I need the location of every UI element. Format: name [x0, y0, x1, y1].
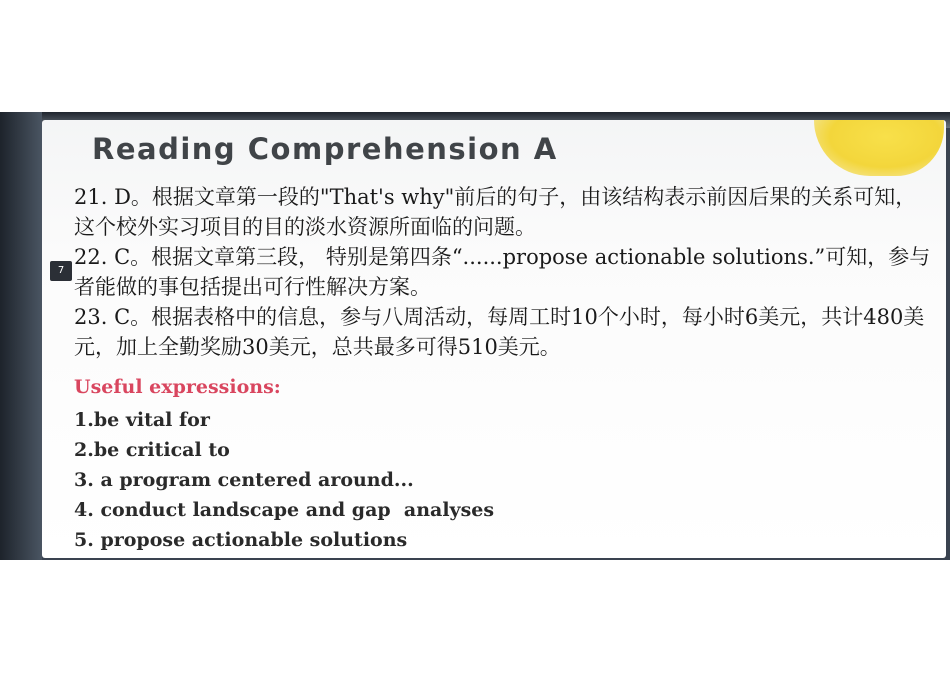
frame-left-edge: [0, 112, 42, 560]
page-number-badge: 7: [50, 261, 72, 281]
expression-item: 3. a program centered around...: [74, 469, 414, 491]
answer-23: 23. C。根据表格中的信息，参与八周活动，每周工时10个小时，每小时6美元，共计480美元，加上全勤奖励30美元，总共最多可得510美元。: [74, 305, 925, 359]
useful-expressions-heading: Useful expressions:: [74, 376, 281, 398]
useful-expressions-list: [74, 405, 494, 555]
slide-panel: [42, 120, 946, 558]
expression-item: 4. conduct landscape and gap analyses: [74, 499, 495, 521]
slide-photo: [0, 112, 950, 560]
expression-item: 2.be critical to: [74, 439, 230, 461]
answer-21: 21. D。根据文章第一段的"That's why"前后的句子，由该结构表示前因后果的关系可知，这个校外实习项目的目的淡水资源所面临的问题。: [74, 185, 917, 239]
expression-item: 5. propose actionable solutions: [74, 529, 408, 551]
answer-22: 22. C。根据文章第三段， 特别是第四条“......propose actionable solutions.”可知，参与者能做的事包括提出可行性解决方案。: [74, 245, 931, 299]
highlight-marker-shape: [814, 120, 944, 176]
expression-item: 1.be vital for: [74, 409, 210, 431]
slide-title: Reading Comprehension A: [92, 132, 558, 166]
